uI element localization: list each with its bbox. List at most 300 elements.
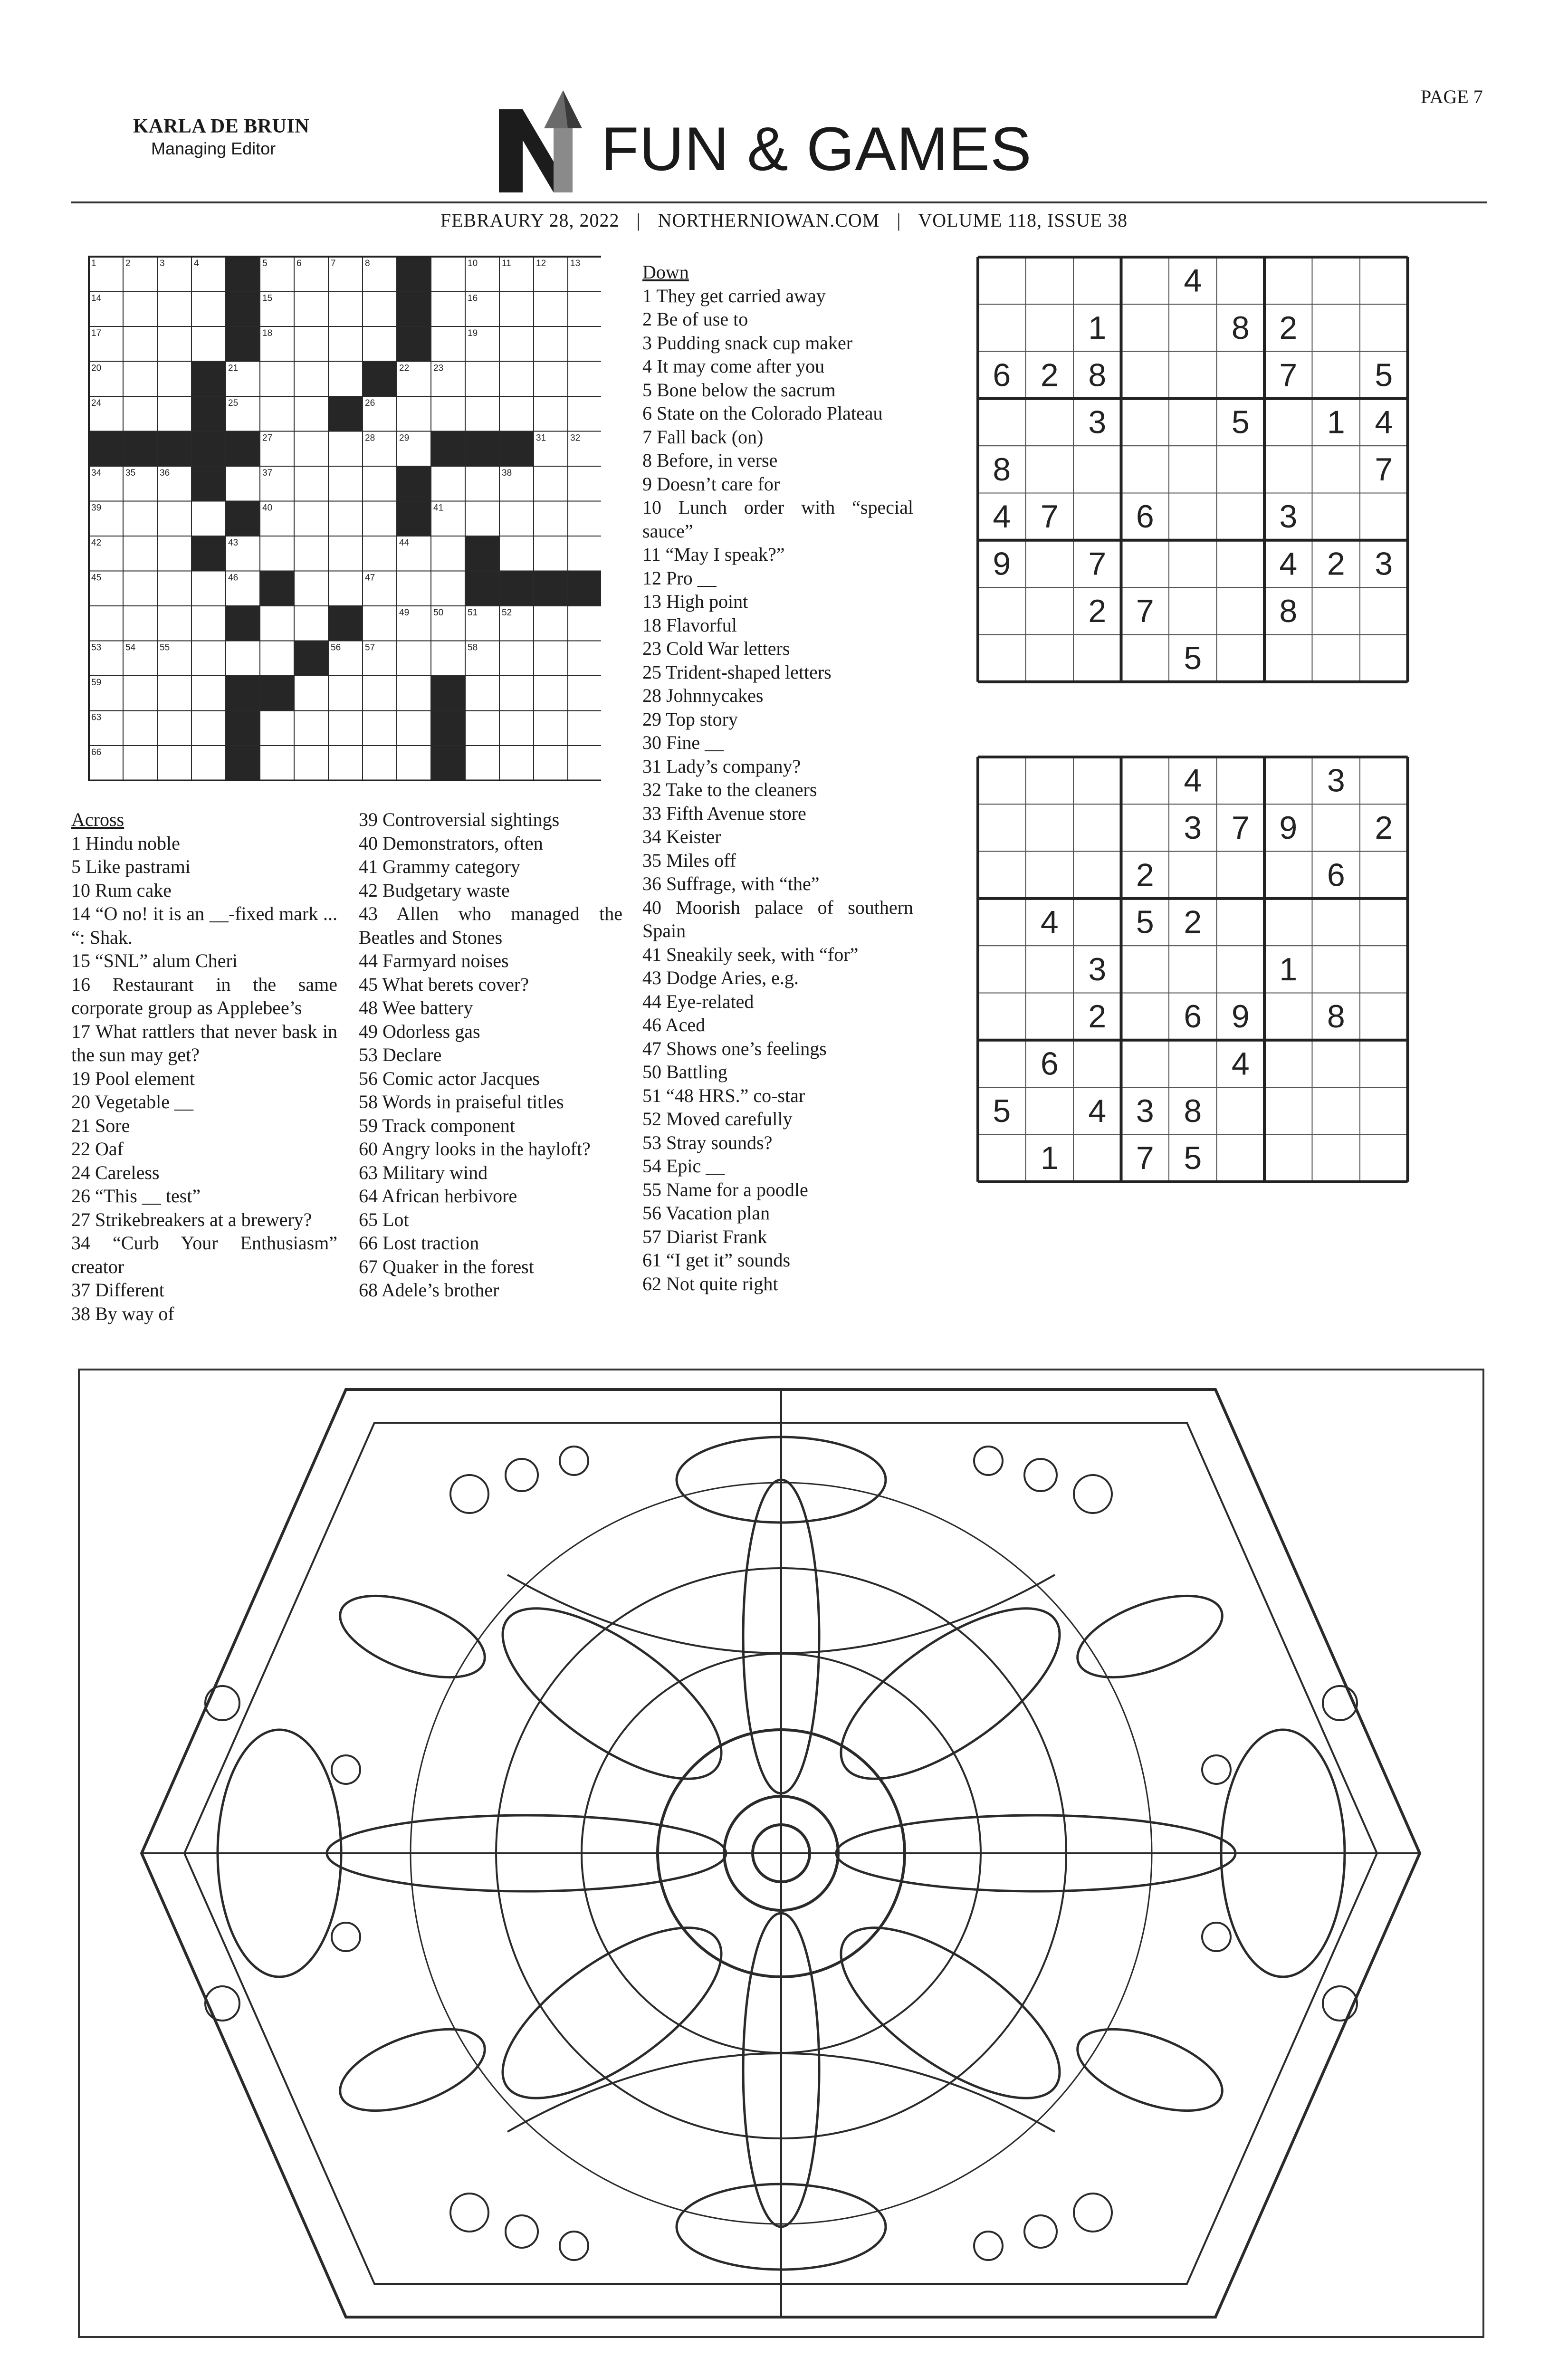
sudoku-digit: 6: [993, 357, 1011, 393]
sudoku-empty-cell[interactable]: [1073, 1040, 1121, 1087]
sudoku-empty-cell[interactable]: [978, 946, 1026, 993]
crossword-cell[interactable]: [431, 292, 465, 327]
crossword-cell[interactable]: [123, 292, 157, 327]
clue: 47 Shows one’s feelings: [642, 1037, 827, 1059]
crossword-cell[interactable]: [568, 292, 601, 327]
clue: 53 Stray sounds?: [642, 1131, 773, 1153]
crossword-cell[interactable]: [328, 746, 363, 781]
clue: 43 Allen who managed the Beatles and Stones: [359, 903, 622, 948]
crossword-cell[interactable]: [465, 676, 499, 711]
crossword-cell[interactable]: [191, 326, 226, 362]
crossword-cell[interactable]: [534, 326, 568, 362]
crossword-clue-number: 39: [91, 503, 102, 513]
sudoku-empty-cell[interactable]: [1217, 852, 1265, 899]
crossword-cell[interactable]: [499, 711, 534, 746]
crossword-clue-number: 57: [365, 642, 375, 653]
crossword-cell[interactable]: [397, 711, 431, 746]
crossword-cell[interactable]: [534, 292, 568, 327]
crossword-cell[interactable]: [123, 536, 157, 571]
sudoku-empty-cell[interactable]: [978, 257, 1026, 304]
crossword-cell[interactable]: [568, 711, 601, 746]
crossword-cell[interactable]: [123, 362, 157, 397]
sudoku-empty-cell[interactable]: [1312, 1040, 1360, 1087]
crossword-clue-number: 56: [331, 642, 341, 653]
crossword-cell[interactable]: [499, 676, 534, 711]
sudoku-empty-cell[interactable]: [1264, 899, 1312, 946]
sudoku-digit: 2: [1279, 309, 1298, 346]
sudoku-empty-cell[interactable]: [978, 899, 1026, 946]
crossword-cell[interactable]: [260, 746, 294, 781]
crossword-cell[interactable]: [157, 396, 191, 431]
sudoku-empty-cell[interactable]: [1217, 634, 1265, 681]
crossword-cell[interactable]: [123, 501, 157, 537]
sudoku-empty-cell[interactable]: [1026, 1087, 1074, 1134]
crossword-black-cell: [191, 466, 226, 501]
sudoku-empty-cell[interactable]: [1264, 257, 1312, 304]
sudoku-empty-cell[interactable]: [1169, 304, 1217, 351]
sudoku-empty-cell[interactable]: [1169, 540, 1217, 587]
crossword-black-cell: [499, 571, 534, 606]
crossword-cell[interactable]: [294, 466, 328, 501]
clue: 57 Diarist Frank: [642, 1226, 767, 1247]
crossword-cell[interactable]: [191, 676, 226, 711]
sudoku-empty-cell[interactable]: [1026, 540, 1074, 587]
crossword-clue-number: 25: [228, 398, 239, 408]
sudoku-empty-cell[interactable]: [1312, 634, 1360, 681]
sudoku-empty-cell[interactable]: [1217, 352, 1265, 399]
sudoku-empty-cell[interactable]: [1264, 1087, 1312, 1134]
crossword-black-cell: [191, 536, 226, 571]
crossword-clue-number: 20: [91, 363, 102, 374]
crossword-cell[interactable]: [260, 711, 294, 746]
crossword-cell[interactable]: [499, 326, 534, 362]
crossword-cell[interactable]: [260, 641, 294, 676]
crossword-cell[interactable]: [157, 571, 191, 606]
sudoku-empty-cell[interactable]: [1121, 257, 1169, 304]
crossword-cell[interactable]: [568, 746, 601, 781]
sudoku-empty-cell[interactable]: [1360, 304, 1408, 351]
sudoku-empty-cell[interactable]: [1312, 446, 1360, 493]
crossword-cell[interactable]: [191, 292, 226, 327]
sudoku-empty-cell[interactable]: [1169, 587, 1217, 634]
sudoku-empty-cell[interactable]: [1217, 1134, 1265, 1181]
crossword-cell[interactable]: [157, 676, 191, 711]
crossword-cell[interactable]: [226, 466, 260, 501]
crossword-cell[interactable]: [157, 326, 191, 362]
crossword-cell[interactable]: [465, 362, 499, 397]
crossword-cell[interactable]: [499, 396, 534, 431]
crossword-cell[interactable]: [534, 711, 568, 746]
crossword-cell[interactable]: [157, 711, 191, 746]
sudoku-empty-cell[interactable]: [1264, 993, 1312, 1040]
sudoku-empty-cell[interactable]: [1360, 946, 1408, 993]
across-heading: Across: [71, 809, 124, 830]
sudoku-empty-cell[interactable]: [1264, 757, 1312, 804]
sudoku-empty-cell[interactable]: [978, 852, 1026, 899]
crossword-cell[interactable]: [294, 606, 328, 641]
crossword-cell[interactable]: [397, 676, 431, 711]
clue: 66 Lost traction: [359, 1232, 479, 1254]
crossword-cell[interactable]: [568, 362, 601, 397]
sudoku-empty-cell[interactable]: [1073, 493, 1121, 540]
crossword-cell[interactable]: [363, 292, 397, 327]
sudoku-empty-cell[interactable]: [1073, 257, 1121, 304]
crossword-cell[interactable]: [568, 606, 601, 641]
sudoku-empty-cell[interactable]: [1360, 1087, 1408, 1134]
sudoku-empty-cell[interactable]: [1073, 634, 1121, 681]
crossword-cell[interactable]: [499, 292, 534, 327]
sudoku-empty-cell[interactable]: [1312, 1134, 1360, 1181]
crossword-cell[interactable]: [191, 746, 226, 781]
crossword-cell[interactable]: [328, 536, 363, 571]
crossword-clue-number: 52: [502, 608, 512, 618]
crossword-cell[interactable]: [534, 501, 568, 537]
crossword-black-cell: [465, 431, 499, 467]
crossword-cell[interactable]: [157, 536, 191, 571]
sudoku-empty-cell[interactable]: [978, 804, 1026, 851]
sudoku-empty-cell[interactable]: [1217, 257, 1265, 304]
sudoku-empty-cell[interactable]: [978, 993, 1026, 1040]
crossword-cell[interactable]: [431, 571, 465, 606]
crossword-cell[interactable]: [328, 292, 363, 327]
crossword-cell[interactable]: [191, 641, 226, 676]
crossword-cell[interactable]: [363, 711, 397, 746]
sudoku-empty-cell[interactable]: [1026, 304, 1074, 351]
crossword-cell[interactable]: [294, 571, 328, 606]
sudoku-empty-cell[interactable]: [1312, 352, 1360, 399]
crossword-cell[interactable]: [328, 711, 363, 746]
crossword-cell[interactable]: [123, 711, 157, 746]
sudoku-empty-cell[interactable]: [1217, 1087, 1265, 1134]
crossword-cell[interactable]: [123, 746, 157, 781]
sudoku-digit: 3: [1327, 762, 1345, 799]
sudoku-empty-cell[interactable]: [1169, 352, 1217, 399]
sudoku-empty-cell[interactable]: [1169, 399, 1217, 446]
crossword-cell[interactable]: [568, 466, 601, 501]
crossword-cell[interactable]: [157, 606, 191, 641]
crossword-cell[interactable]: [397, 746, 431, 781]
sudoku-empty-cell[interactable]: [1121, 352, 1169, 399]
sudoku-empty-cell[interactable]: [1312, 304, 1360, 351]
sudoku-empty-cell[interactable]: [1264, 446, 1312, 493]
crossword-cell[interactable]: [465, 711, 499, 746]
clue: 55 Name for a poodle: [642, 1178, 808, 1200]
crossword-grid: [88, 256, 601, 781]
crossword-clue-number: 63: [91, 712, 102, 723]
crossword-cell[interactable]: [157, 292, 191, 327]
crossword-cell[interactable]: [294, 676, 328, 711]
clue: 2 Be of use to: [642, 308, 748, 330]
sudoku-empty-cell[interactable]: [1217, 446, 1265, 493]
clue: 25 Trident-shaped letters: [642, 661, 832, 683]
crossword-cell[interactable]: [431, 466, 465, 501]
sudoku-empty-cell[interactable]: [1360, 634, 1408, 681]
dateline: [0, 209, 1568, 231]
sudoku-empty-cell[interactable]: [1073, 757, 1121, 804]
crossword-black-cell: [260, 676, 294, 711]
crossword-cell[interactable]: [568, 641, 601, 676]
sudoku-empty-cell[interactable]: [978, 1134, 1026, 1181]
sudoku-empty-cell[interactable]: [978, 587, 1026, 634]
sudoku-empty-cell[interactable]: [1073, 804, 1121, 851]
sudoku-empty-cell[interactable]: [1026, 446, 1074, 493]
crossword-cell[interactable]: [123, 396, 157, 431]
crossword-clue-number: 2: [125, 259, 131, 268]
crossword-cell[interactable]: [294, 501, 328, 537]
sudoku-empty-cell[interactable]: [1264, 634, 1312, 681]
sudoku-empty-cell[interactable]: [1217, 899, 1265, 946]
crossword-cell[interactable]: [294, 431, 328, 467]
sudoku-empty-cell[interactable]: [1312, 899, 1360, 946]
crossword-cell[interactable]: [465, 501, 499, 537]
crossword-cell[interactable]: [294, 396, 328, 431]
crossword-cell[interactable]: [123, 571, 157, 606]
down-heading: Down: [642, 261, 689, 283]
sudoku-empty-cell[interactable]: [1360, 587, 1408, 634]
crossword-cell[interactable]: [465, 466, 499, 501]
crossword-cell[interactable]: [226, 641, 260, 676]
crossword-cell[interactable]: [328, 501, 363, 537]
crossword-cell[interactable]: [123, 326, 157, 362]
clue: 53 Declare: [359, 1044, 442, 1065]
sudoku-empty-cell[interactable]: [1026, 587, 1074, 634]
crossword-cell[interactable]: [157, 362, 191, 397]
crossword-cell[interactable]: [89, 606, 123, 641]
sudoku-empty-cell[interactable]: [1312, 804, 1360, 851]
sudoku-empty-cell[interactable]: [1169, 852, 1217, 899]
sudoku-empty-cell[interactable]: [1026, 946, 1074, 993]
crossword-cell[interactable]: [328, 431, 363, 467]
crossword-cell[interactable]: [431, 326, 465, 362]
clue: 18 Flavorful: [642, 614, 737, 636]
crossword-cell[interactable]: [328, 326, 363, 362]
crossword-cell[interactable]: [568, 501, 601, 537]
sudoku-empty-cell[interactable]: [1217, 540, 1265, 587]
sudoku-empty-cell[interactable]: [1121, 1040, 1169, 1087]
sudoku-empty-cell[interactable]: [1121, 540, 1169, 587]
crossword-clue-number: 53: [91, 642, 102, 653]
crossword-black-cell: [226, 606, 260, 641]
crossword-cell[interactable]: [397, 396, 431, 431]
crossword-cell[interactable]: [157, 501, 191, 537]
crossword-cell[interactable]: [431, 536, 465, 571]
sudoku-empty-cell[interactable]: [1026, 634, 1074, 681]
sudoku-empty-cell[interactable]: [1026, 399, 1074, 446]
sudoku-empty-cell[interactable]: [978, 399, 1026, 446]
sudoku-digit: 2: [1327, 546, 1345, 582]
crossword-black-cell: [89, 431, 123, 467]
crossword-cell[interactable]: [363, 501, 397, 537]
crossword-black-cell: [226, 257, 260, 292]
crossword-cell[interactable]: [465, 746, 499, 781]
crossword-cell[interactable]: [534, 606, 568, 641]
sudoku-digit: 8: [1088, 357, 1107, 393]
crossword-cell[interactable]: [294, 711, 328, 746]
crossword-cell[interactable]: [465, 396, 499, 431]
crossword-cell[interactable]: [191, 711, 226, 746]
sudoku-empty-cell[interactable]: [1360, 1040, 1408, 1087]
clue: 11 “May I speak?”: [642, 544, 785, 565]
sudoku-empty-cell[interactable]: [1073, 1134, 1121, 1181]
sudoku-empty-cell[interactable]: [1121, 304, 1169, 351]
sudoku-empty-cell[interactable]: [1217, 946, 1265, 993]
crossword-clue-number: 22: [399, 363, 410, 374]
sudoku-empty-cell[interactable]: [1312, 587, 1360, 634]
sudoku-empty-cell[interactable]: [1360, 257, 1408, 304]
sudoku-empty-cell[interactable]: [1121, 804, 1169, 851]
sudoku-empty-cell[interactable]: [1169, 446, 1217, 493]
sudoku-empty-cell[interactable]: [1264, 1040, 1312, 1087]
crossword-cell[interactable]: [499, 746, 534, 781]
clue: 3 Pudding snack cup maker: [642, 332, 853, 354]
sudoku-empty-cell[interactable]: [1026, 993, 1074, 1040]
crossword-cell[interactable]: [260, 362, 294, 397]
crossword-cell[interactable]: [294, 362, 328, 397]
crossword-cell[interactable]: [294, 746, 328, 781]
crossword-cell[interactable]: [260, 606, 294, 641]
sudoku-empty-cell[interactable]: [1360, 899, 1408, 946]
sudoku-empty-cell[interactable]: [1121, 634, 1169, 681]
sudoku-empty-cell[interactable]: [1360, 852, 1408, 899]
sudoku-empty-cell[interactable]: [978, 757, 1026, 804]
clue: 50 Battling: [642, 1061, 727, 1083]
crossword-cell[interactable]: [499, 362, 534, 397]
crossword-cell[interactable]: [191, 571, 226, 606]
clue: 10 Rum cake: [71, 879, 172, 901]
crossword-cell[interactable]: [328, 676, 363, 711]
crossword-cell[interactable]: [397, 641, 431, 676]
sudoku-empty-cell[interactable]: [1360, 757, 1408, 804]
crossword-cell[interactable]: [499, 641, 534, 676]
sudoku-empty-cell[interactable]: [1360, 1134, 1408, 1181]
clue: 56 Vacation plan: [642, 1202, 770, 1224]
crossword-cell[interactable]: [534, 641, 568, 676]
sudoku-empty-cell[interactable]: [978, 634, 1026, 681]
crossword-cell[interactable]: [191, 501, 226, 537]
sudoku-empty-cell[interactable]: [1026, 257, 1074, 304]
sudoku-empty-cell[interactable]: [1264, 399, 1312, 446]
sudoku-empty-cell[interactable]: [1121, 946, 1169, 993]
sudoku-empty-cell[interactable]: [978, 304, 1026, 351]
sudoku-empty-cell[interactable]: [1026, 852, 1074, 899]
sudoku-empty-cell[interactable]: [1026, 804, 1074, 851]
sudoku-empty-cell[interactable]: [1312, 946, 1360, 993]
sudoku-digit: 7: [1136, 1140, 1154, 1177]
crossword-cell[interactable]: [397, 571, 431, 606]
crossword-cell[interactable]: [294, 326, 328, 362]
crossword-cell[interactable]: [431, 257, 465, 292]
sudoku-empty-cell[interactable]: [1217, 493, 1265, 540]
across-clues-column-1: [71, 808, 337, 1325]
crossword-cell[interactable]: [534, 746, 568, 781]
sudoku-empty-cell[interactable]: [1360, 993, 1408, 1040]
crossword-cell[interactable]: [260, 536, 294, 571]
clue: 61 “I get it” sounds: [642, 1249, 791, 1271]
sudoku-empty-cell[interactable]: [1121, 757, 1169, 804]
crossword-cell[interactable]: [534, 536, 568, 571]
crossword-cell[interactable]: [123, 676, 157, 711]
crossword-cell[interactable]: [568, 536, 601, 571]
crossword-cell[interactable]: [534, 466, 568, 501]
clue: 5 Like pastrami: [71, 856, 191, 877]
sudoku-empty-cell[interactable]: [1121, 446, 1169, 493]
crossword-clue-number: 46: [228, 573, 239, 583]
crossword-cell[interactable]: [191, 606, 226, 641]
crossword-cell[interactable]: [328, 571, 363, 606]
sudoku-digit: 4: [1040, 904, 1059, 940]
crossword-clue-number: 47: [365, 573, 375, 583]
crossword-clue-number: 55: [160, 642, 170, 653]
sudoku-empty-cell[interactable]: [1360, 493, 1408, 540]
crossword-cell[interactable]: [260, 396, 294, 431]
sudoku-empty-cell[interactable]: [1169, 946, 1217, 993]
crossword-cell[interactable]: [363, 606, 397, 641]
crossword-cell[interactable]: [294, 536, 328, 571]
sudoku-empty-cell[interactable]: [1312, 493, 1360, 540]
crossword-clue-number: 6: [296, 259, 302, 268]
sudoku-empty-cell[interactable]: [1217, 757, 1265, 804]
sudoku-empty-cell[interactable]: [978, 1040, 1026, 1087]
crossword-cell[interactable]: [363, 746, 397, 781]
crossword-cell[interactable]: [499, 501, 534, 537]
crossword-cell[interactable]: [568, 676, 601, 711]
sudoku-empty-cell[interactable]: [1073, 446, 1121, 493]
clue: 59 Track component: [359, 1114, 515, 1136]
crossword-cell[interactable]: [431, 641, 465, 676]
crossword-cell[interactable]: [534, 676, 568, 711]
sudoku-digit: 5: [993, 1092, 1011, 1129]
crossword-clue-number: 42: [91, 538, 102, 548]
clue: 8 Before, in verse: [642, 450, 778, 471]
crossword-cell[interactable]: [431, 396, 465, 431]
crossword-cell[interactable]: [157, 746, 191, 781]
crossword-cell[interactable]: [534, 362, 568, 397]
crossword-black-cell: [123, 431, 157, 467]
crossword-black-cell: [226, 431, 260, 467]
sudoku-empty-cell[interactable]: [1264, 1134, 1312, 1181]
crossword-clue-number: 51: [468, 608, 478, 618]
sudoku-empty-cell[interactable]: [1121, 399, 1169, 446]
sudoku-digit: 2: [1136, 857, 1154, 893]
sudoku-empty-cell[interactable]: [1264, 852, 1312, 899]
sudoku-empty-cell[interactable]: [1169, 1040, 1217, 1087]
crossword-cell[interactable]: [499, 536, 534, 571]
crossword-cell[interactable]: [568, 326, 601, 362]
crossword-cell[interactable]: [534, 396, 568, 431]
sudoku-digit: 4: [1231, 1045, 1250, 1082]
sudoku-empty-cell[interactable]: [1073, 852, 1121, 899]
sudoku-empty-cell[interactable]: [1026, 757, 1074, 804]
crossword-cell[interactable]: [328, 362, 363, 397]
crossword-cell[interactable]: [363, 326, 397, 362]
sudoku-empty-cell[interactable]: [1169, 493, 1217, 540]
crossword-cell[interactable]: [294, 292, 328, 327]
crossword-cell[interactable]: [363, 536, 397, 571]
crossword-cell[interactable]: [123, 606, 157, 641]
crossword-black-cell: [226, 326, 260, 362]
sudoku-empty-cell[interactable]: [1073, 899, 1121, 946]
crossword-clue-number: 43: [228, 538, 239, 548]
crossword-cell[interactable]: [568, 396, 601, 431]
crossword-cell[interactable]: [363, 466, 397, 501]
crossword-cell[interactable]: [363, 676, 397, 711]
sudoku-empty-cell[interactable]: [1121, 993, 1169, 1040]
clue: 20 Vegetable __: [71, 1091, 193, 1112]
sudoku-empty-cell[interactable]: [1217, 587, 1265, 634]
sudoku-empty-cell[interactable]: [1312, 257, 1360, 304]
crossword-cell[interactable]: [328, 466, 363, 501]
sudoku-empty-cell[interactable]: [1312, 1087, 1360, 1134]
